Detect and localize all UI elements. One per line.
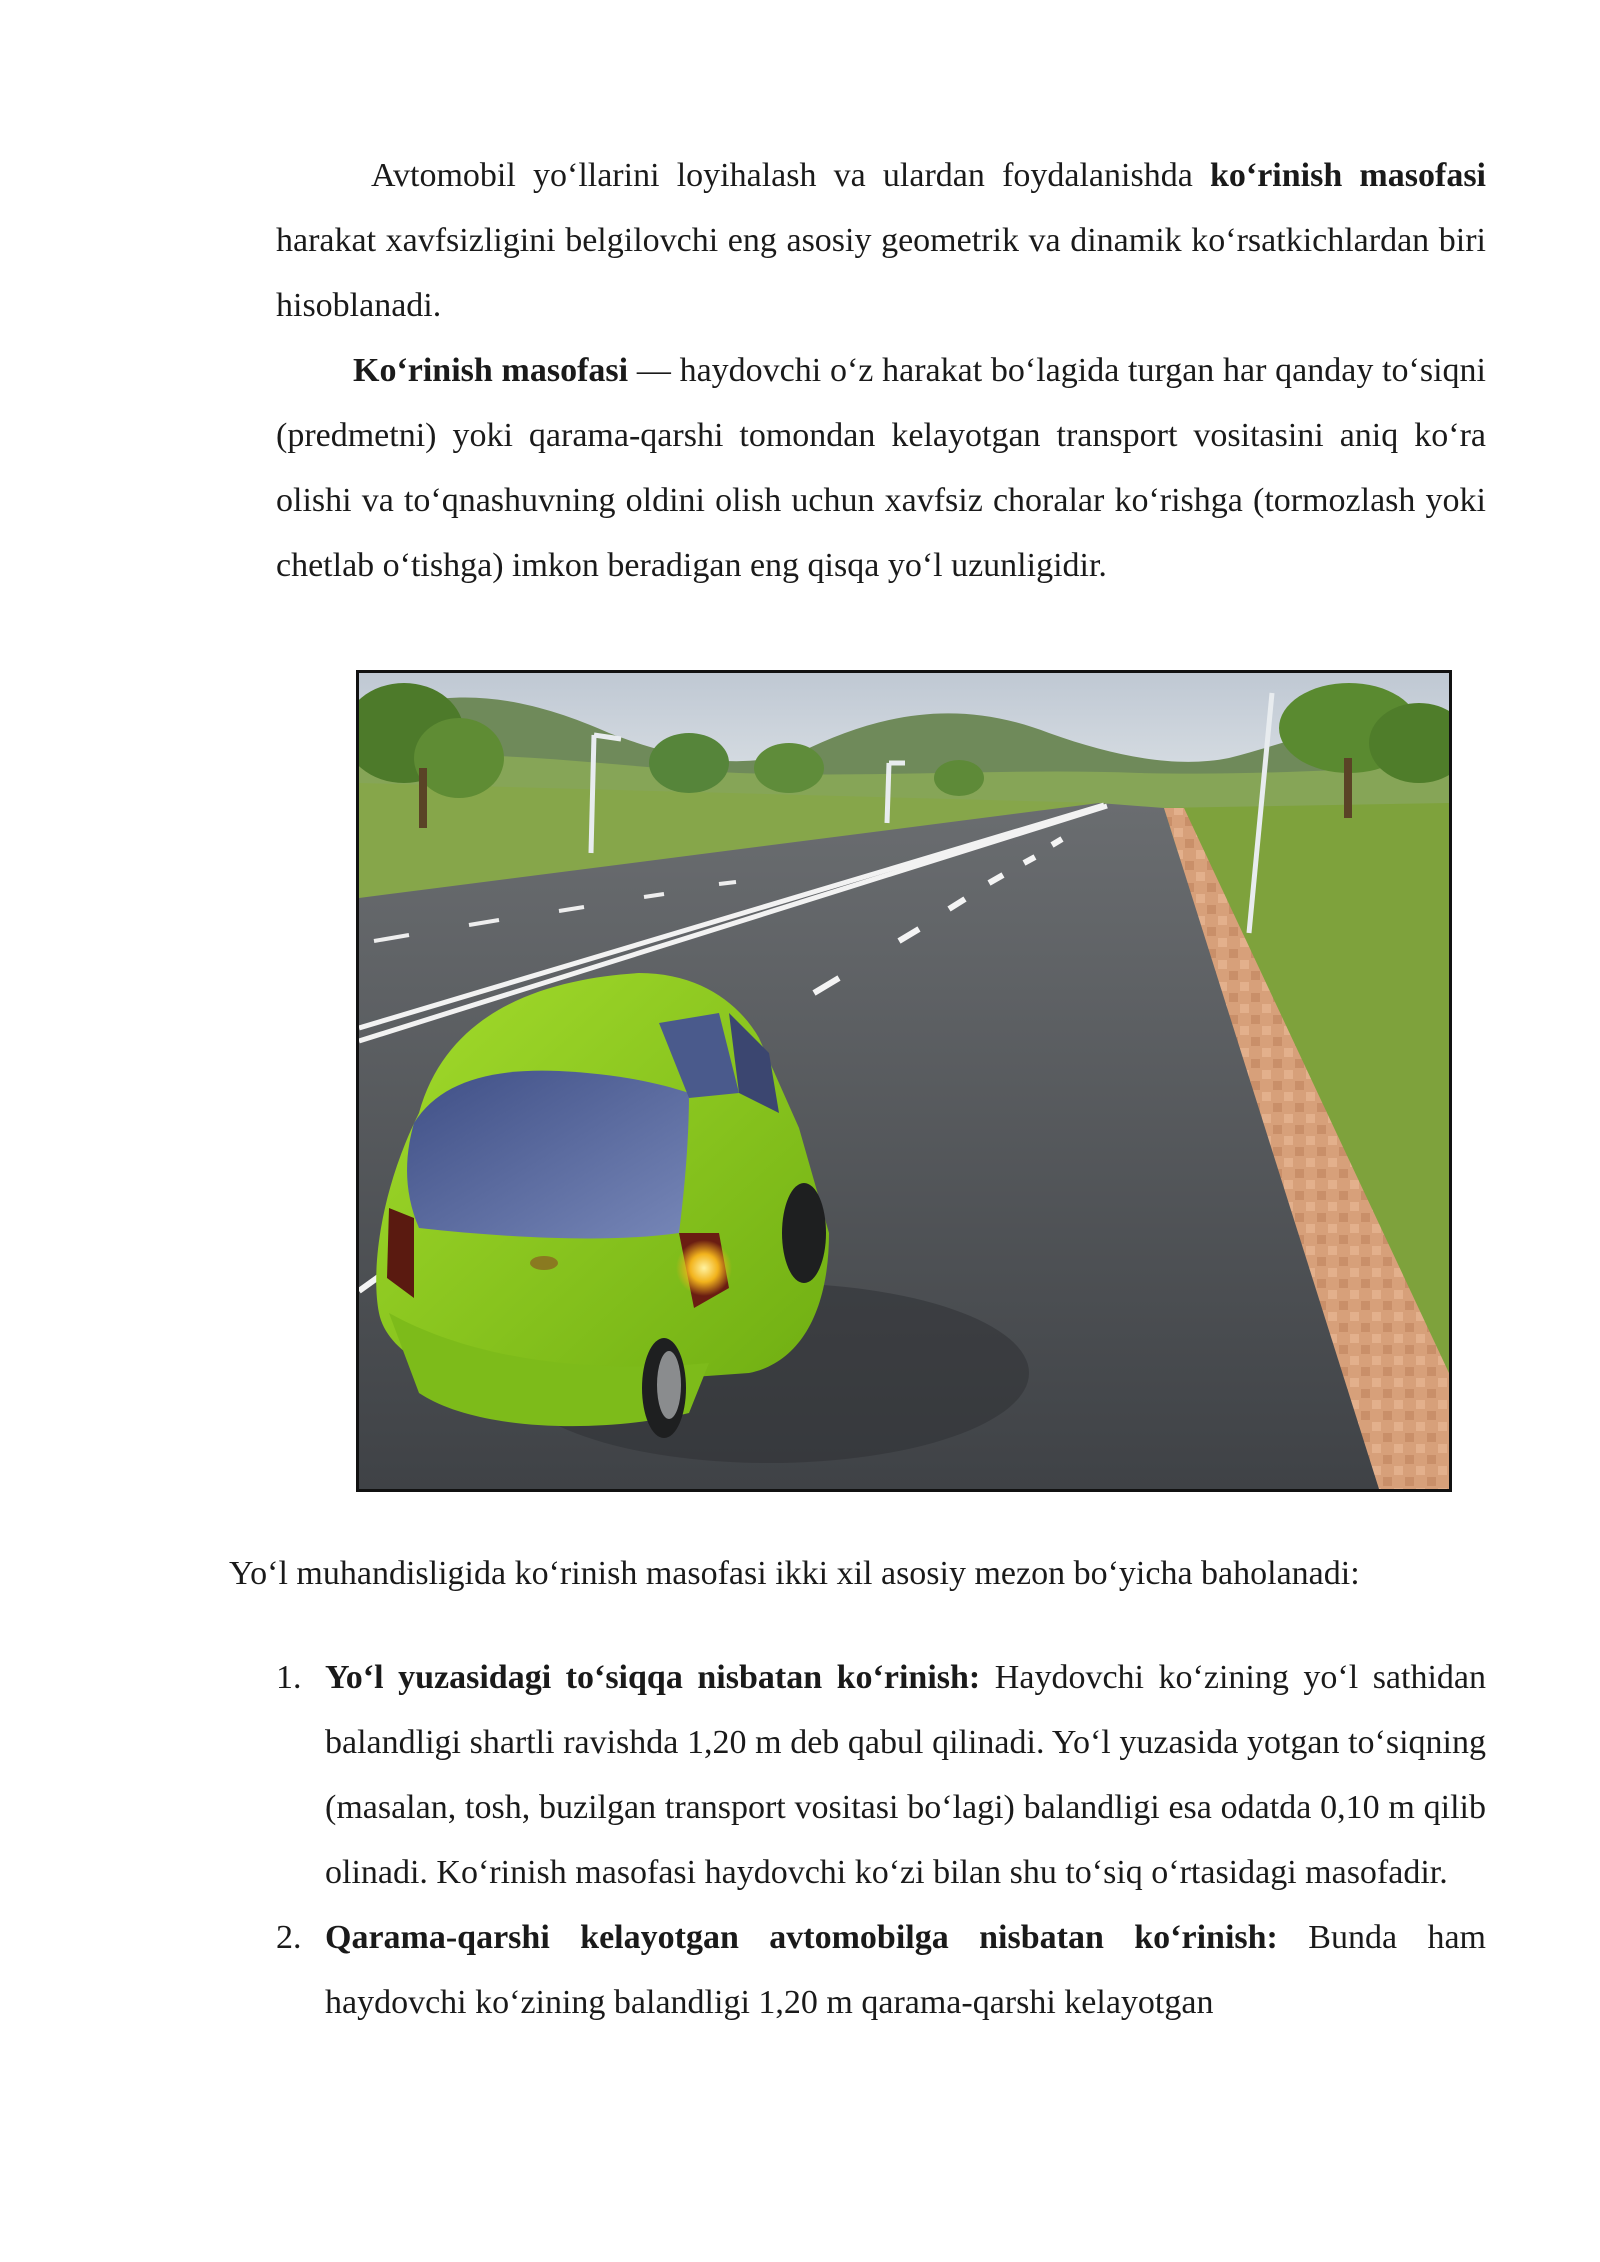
road-scene-svg xyxy=(359,673,1449,1489)
paragraph-intro xyxy=(276,143,1486,338)
criteria-intro: Yo‘l muhandisligida ko‘rinish masofasi ikki xil asosiy mezon bo‘yicha baholanadi: xyxy=(229,1555,1360,1592)
list-item-text: Bunda ham haydovchi ko‘zining balandligi 1,20 m qarama-qarshi kelayotgan xyxy=(325,1919,1486,2021)
list-item-text: Haydovchi ko‘zining yo‘l sathidan balandligi shartli ravishda 1,20 m deb qabul qilinadi. Yo‘l yuzasida yotgan to‘siqning (masalan, tosh, buzilgan transport vositasi bo‘lagi) balandligi esa odatda 0,10 m qilib olinadi. Ko‘rinish masofasi haydovchi ko‘zi bilan shu to‘siq o‘rtasidagi masofadir. xyxy=(325,1659,1487,1891)
paragraph-definition xyxy=(276,338,1486,598)
list-item-title: Qarama-qarshi kelayotgan avtomobilga nisbatan ko‘rinish: xyxy=(325,1919,1278,1956)
definition-text: — haydovchi o‘z harakat bo‘lagida turgan har qanday to‘siqni (predmetni) yoki qarama-qarshi tomondan kelayotgan transport vositasini aniq ko‘ra olishi va to‘qnashuvning oldini olish uchun xavfsiz choralar ko‘rishga (tormozlash yoki chetlab o‘tishga) imkon beradigan eng qisqa yo‘l uzunligidir. xyxy=(276,352,1486,584)
paragraph-intro-term: ko‘rinish masofasi xyxy=(1209,157,1486,194)
list-item xyxy=(276,1645,1486,1905)
paragraph-intro-text: Avtomobil yo‘llarini loyihalash va ulardan foydalanishda xyxy=(371,157,1210,194)
criteria-list xyxy=(276,1645,1486,2035)
list-item xyxy=(276,1905,1486,2035)
definition-term: Ko‘rinish masofasi xyxy=(353,352,629,389)
list-number: 1. xyxy=(276,1659,302,1696)
list-item-title: Yo‘l yuzasidagi to‘siqqa nisbatan ko‘rinish: xyxy=(325,1659,981,1696)
paragraph-intro-rest: harakat xavfsizligini belgilovchi eng asosiy geometrik va dinamik ko‘rsatkichlardan biri hisoblanadi. xyxy=(276,222,1486,324)
road-illustration xyxy=(356,670,1452,1492)
list-number: 2. xyxy=(276,1919,302,1956)
